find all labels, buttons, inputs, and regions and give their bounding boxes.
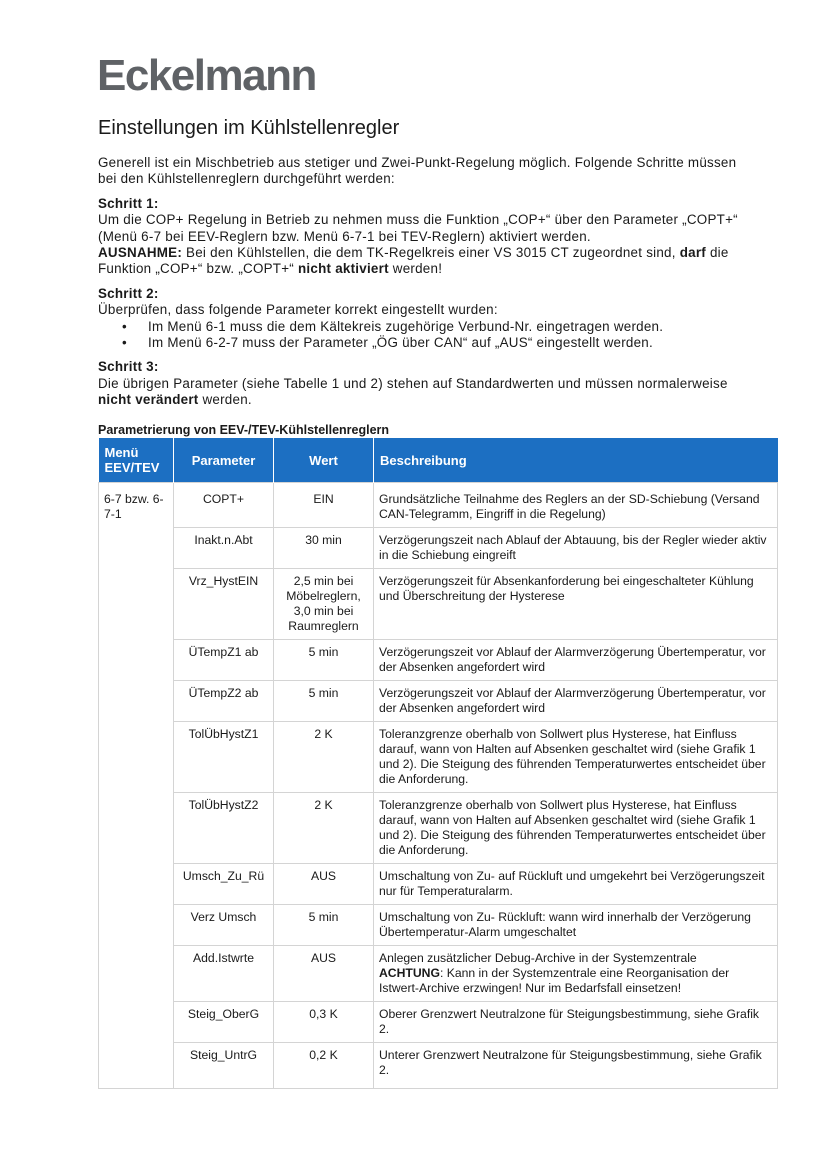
step3-bold: nicht verändert	[98, 392, 199, 408]
value-cell: AUS	[274, 946, 374, 1002]
description-cell: Unterer Grenzwert Neutralzone für Steigungsbestimmung, siehe Grafik 2.	[374, 1043, 778, 1089]
step1-heading: Schritt 1:	[98, 195, 159, 211]
step3-text-before: Die übrigen Parameter (siehe Tabelle 1 und 2) stehen auf Standardwerten und müssen normalerweise	[98, 375, 728, 391]
exception-end: werden!	[388, 261, 443, 277]
table-row	[99, 1002, 778, 1043]
value-cell: 5 min	[274, 640, 374, 681]
table-header-row	[99, 438, 778, 483]
description-cell: Verzögerungszeit vor Ablauf der Alarmverzögerung Übertemperatur, vor der Absenken angefordert wird	[374, 681, 778, 722]
step2-text: Überprüfen, dass folgende Parameter korrekt eingestellt wurden:	[98, 302, 498, 318]
table-row	[99, 905, 778, 946]
table-row	[99, 483, 778, 528]
parameter-cell: Add.Istwrte	[174, 946, 274, 1002]
header-parameter: Parameter	[174, 438, 274, 483]
page-title: Einstellungen im Kühlstellenregler	[98, 117, 400, 139]
table-row	[99, 640, 778, 681]
parameter-cell: Umsch_Zu_Rü	[174, 864, 274, 905]
table-row	[99, 946, 778, 1002]
value-cell: 30 min	[274, 528, 374, 569]
parameter-table	[98, 438, 778, 1089]
table-row	[99, 569, 778, 640]
table-row	[99, 1043, 778, 1089]
value-cell: 5 min	[274, 905, 374, 946]
header-description: Beschreibung	[374, 438, 778, 483]
table-caption: Parametrierung von EEV-/TEV-Kühlstellenreglern	[98, 423, 390, 437]
header-menu: Menü EEV/TEV	[99, 438, 174, 483]
parameter-cell: ÜTempZ2 ab	[174, 681, 274, 722]
intro-text: Generell ist ein Mischbetrieb aus stetiger und Zwei-Punkt-Regelung möglich. Folgende Schritte müssen bei den Kühlstellenreglern durchgeführt werden:	[98, 155, 737, 187]
table-row	[99, 681, 778, 722]
description-cell: Verzögerungszeit vor Ablauf der Alarmverzögerung Übertemperatur, vor der Absenken angefordert wird	[374, 640, 778, 681]
value-cell: 5 min	[274, 681, 374, 722]
parameter-cell: Verz Umsch	[174, 905, 274, 946]
header-value: Wert	[274, 438, 374, 483]
value-cell: 0,2 K	[274, 1043, 374, 1089]
darf-text: darf	[679, 245, 707, 261]
description-text: Anlegen zusätzlicher Debug-Archive in der Systemzentrale	[379, 951, 697, 965]
description-cell: Toleranzgrenze oberhalb von Sollwert plus Hysterese, hat Einfluss darauf, wann von Halten auf Absenken geschaltet wird (siehe Grafik 1 und 2). Die Steigung des führenden Temperaturwertes entscheidet über die Anforderung.	[374, 722, 778, 793]
menu-cell: 6-7 bzw. 6-7-1	[99, 483, 174, 1089]
parameter-cell: TolÜbHystZ1	[174, 722, 274, 793]
table-row	[99, 864, 778, 905]
exception-text: Bei den Kühlstellen, die dem TK-Regelkreis einer VS 3015 CT zugeordnet sind,	[182, 245, 680, 261]
parameter-cell: Vrz_HystEIN	[174, 569, 274, 640]
step3-text-after: werden.	[198, 392, 252, 408]
description-cell: Grundsätzliche Teilnahme des Reglers an der SD-Schiebung (Versand CAN-Telegramm, Eingriff in die Regelung)	[374, 483, 778, 528]
parameter-cell: Inakt.n.Abt	[174, 528, 274, 569]
value-cell: 0,3 K	[274, 1002, 374, 1043]
warning-label: ACHTUNG	[379, 966, 440, 980]
step1-exception	[98, 245, 738, 278]
parameter-cell: Steig_UntrG	[174, 1043, 274, 1089]
value-cell: AUS	[274, 864, 374, 905]
description-cell: Oberer Grenzwert Neutralzone für Steigungsbestimmung, siehe Grafik 2.	[374, 1002, 778, 1043]
value-cell: 2,5 min bei Möbelreglern, 3,0 min bei Raumreglern	[274, 569, 374, 640]
value-cell: EIN	[274, 483, 374, 528]
value-cell: 2 K	[274, 793, 374, 864]
step2-heading: Schritt 2:	[98, 285, 159, 301]
description-cell: Verzögerungszeit für Absenkanforderung bei eingeschalteter Kühlung und Überschreitung der Hysterese	[374, 569, 778, 640]
step3-heading: Schritt 3:	[98, 359, 159, 375]
step1-text: Um die COP+ Regelung in Betrieb zu nehmen muss die Funktion „COP+“ über den Parameter „COPT+“ (Menü 6-7 bei EEV-Reglern bzw. Menü 6-7-1 bei TEV-Reglern) aktiviert werden.	[98, 212, 738, 244]
list-item: • Im Menü 6-2-7 muss der Parameter „ÖG über CAN“ auf „AUS“ eingestellt werden.	[98, 335, 738, 351]
value-cell: 2 K	[274, 722, 374, 793]
nicht-aktiviert-text: nicht aktiviert	[297, 261, 389, 277]
parameter-cell: Steig_OberG	[174, 1002, 274, 1043]
darf-rest: die Funktion „COP+“ bzw. „COPT+“	[98, 245, 729, 277]
warning-text: : Kann in der Systemzentrale eine Reorganisation der Istwert-Archive erzwingen! Nur im Bedarfsfall einsetzen!	[379, 966, 730, 995]
instructions	[98, 155, 738, 409]
description-cell: Verzögerungszeit nach Ablauf der Abtauung, bis der Regler wieder aktiv in die Schiebung eingreift	[374, 528, 778, 569]
description-cell: Umschaltung von Zu- Rückluft: wann wird innerhalb der Verzögerung Übertemperatur-Alarm umgeschaltet	[374, 905, 778, 946]
eckelmann-logo: Eckelmann	[97, 51, 316, 100]
table-row	[99, 528, 778, 569]
description-cell: Umschaltung von Zu- auf Rückluft und umgekehrt bei Verzögerungszeit nur für Temperaturalarm.	[374, 864, 778, 905]
exception-label: AUSNAHME:	[98, 245, 183, 261]
parameter-cell: ÜTempZ1 ab	[174, 640, 274, 681]
description-cell: Toleranzgrenze oberhalb von Sollwert plus Hysterese, hat Einfluss darauf, wann von Halten auf Absenken geschaltet wird (siehe Grafik 1 und 2). Die Steigung des führenden Temperaturwertes entscheidet über die Anforderung.	[374, 793, 778, 864]
parameter-cell: COPT+	[174, 483, 274, 528]
description-cell	[374, 946, 778, 1002]
step2-bullet-list	[98, 319, 738, 352]
parameter-cell: TolÜbHystZ2	[174, 793, 274, 864]
list-item: • Im Menü 6-1 muss die dem Kältekreis zugehörige Verbund-Nr. eingetragen werden.	[98, 319, 738, 335]
table-row	[99, 722, 778, 793]
table-row	[99, 793, 778, 864]
step3-text	[98, 376, 738, 409]
